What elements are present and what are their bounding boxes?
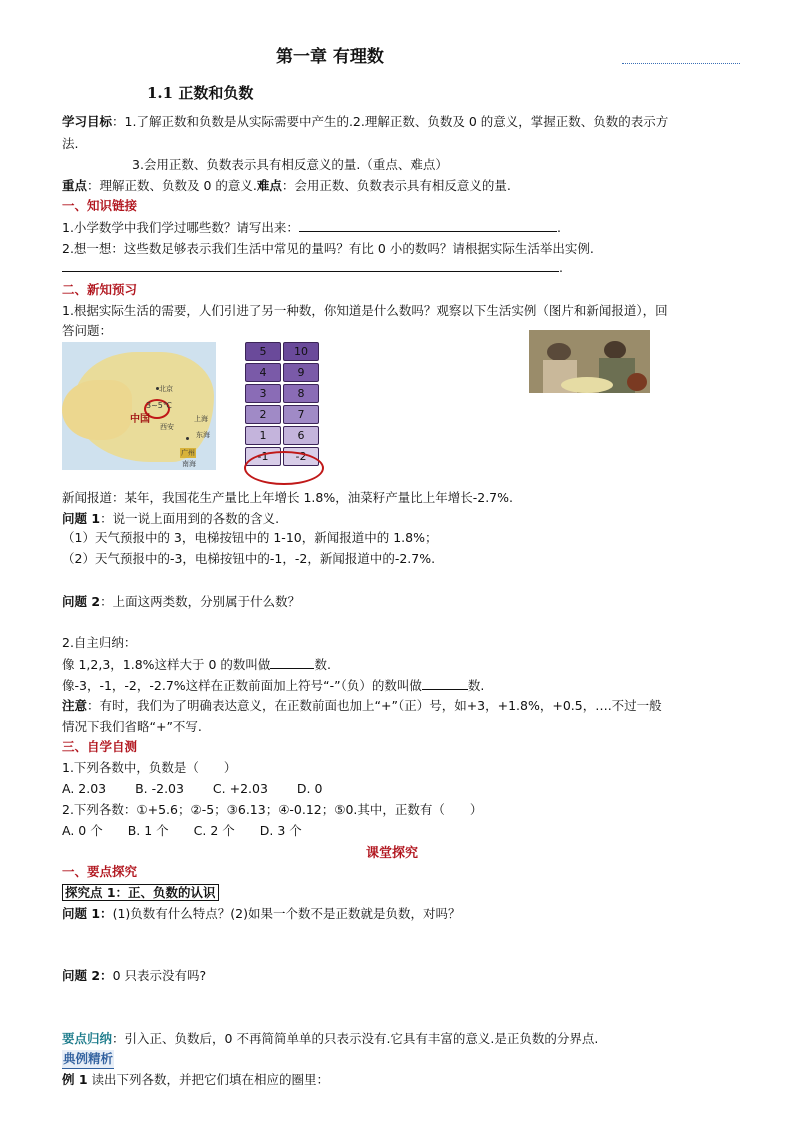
classroom-q1 xyxy=(62,905,460,923)
example-badge: 典例精析 xyxy=(62,1050,114,1069)
elevator-button: 1 xyxy=(245,426,281,445)
part3-q2: 2.下列各数：①+5.6；②-5；③6.13；④-0.12；⑤0.其中，正数有（ ） xyxy=(62,802,483,817)
elevator-button: 3 xyxy=(245,384,281,403)
elevator-button: 6 xyxy=(283,426,319,445)
explore-point1 xyxy=(62,884,219,902)
news-report: 新闻报道：某年，我国花生产量比上年增长 1.8%，油菜籽产量比上年增长-2.7%. xyxy=(62,490,513,505)
elevator-button: 7 xyxy=(283,405,319,424)
summary-line1-end: 数. xyxy=(314,657,331,672)
example1-label: 例 1 xyxy=(62,1072,88,1087)
map-temperature: 3~5℃ xyxy=(146,401,172,410)
summary-line2-end: 数. xyxy=(467,678,485,693)
goals-label: 学习目标 xyxy=(62,114,113,129)
classroom-q1-label: 问题 1： xyxy=(62,906,113,921)
header-divider xyxy=(622,63,740,64)
question1-item2: （2）天气预报中的-3，电梯按钮中的-1，-2，新闻报道中的-2.7%. xyxy=(62,551,436,566)
elevator-button: 10 xyxy=(283,342,319,361)
elevator-button: -2 xyxy=(283,447,319,466)
map-dot xyxy=(156,387,159,390)
weather-map-image xyxy=(62,342,216,470)
q1-text: 1.小学数学中我们学过哪些数？请写出来： xyxy=(62,220,299,235)
question1-text: ：说一说上面用到的各数的含义. xyxy=(100,511,280,526)
question1-item1: （1）天气预报中的 3，电梯按钮中的 1-10，新闻报道中的 1.8%； xyxy=(62,530,438,545)
china-west-landmass xyxy=(62,380,132,440)
map-dot xyxy=(186,437,189,440)
example-badge-line xyxy=(62,1050,114,1069)
example1-text: 读出下列各数，并把它们填在相应的圈里： xyxy=(91,1072,330,1087)
summary-heading: 2.自主归纳： xyxy=(62,635,137,650)
classroom-q2 xyxy=(62,967,206,985)
note-text1: ：有时，我们为了明确表达意义，在正数前面也加上“+”（正）号，如+3，+1.8%，+0.5，….不过一般 xyxy=(87,698,662,713)
key-label: 重点 xyxy=(62,178,88,193)
question2-text: ：上面这两类数，分别属于什么数？ xyxy=(100,594,301,609)
negative-floor-highlight-circle xyxy=(244,451,324,485)
map-label-china: 中国 xyxy=(130,414,150,425)
elevator-button: -1 xyxy=(245,447,281,466)
elevator-button: 2 xyxy=(245,405,281,424)
part3-q1-options: A. 2.03 B. -2.03 C. +2.03 D. 0 xyxy=(62,781,323,796)
question2-label: 问题 2 xyxy=(62,594,101,609)
map-sea-south: 南海 xyxy=(182,460,196,468)
market-photo-image xyxy=(529,330,650,393)
classroom-q2-text: 0 只表示没有吗? xyxy=(112,968,207,983)
elevator-button: 9 xyxy=(283,363,319,382)
classroom-heading: 课堂探究 xyxy=(366,846,419,861)
learning-goals-line2: 法. xyxy=(62,136,79,151)
part2-p1-line1: 1.根据实际生活的需要，人们引进了另一种数，你知道是什么数吗？观察以下生活实例（图片和新闻报道），回 xyxy=(62,303,668,318)
map-city-beijing: 北京 xyxy=(159,385,173,393)
classroom-sub-heading: 一、要点探究 xyxy=(62,864,138,879)
map-city-guangzhou: 广州 xyxy=(181,449,195,457)
part1-q2-blank-line xyxy=(62,258,563,277)
explore-point1-box: 探究点 1：正、负数的认识 xyxy=(62,884,219,901)
elevator-button: 5 xyxy=(245,342,281,361)
part2-p1-line2: 答问题： xyxy=(62,323,113,338)
classroom-q2-label: 问题 2： xyxy=(62,968,113,983)
note-line1 xyxy=(62,697,662,715)
question2 xyxy=(62,593,300,611)
chapter-title: 第一章 有理数 xyxy=(276,47,384,67)
market-photo-drawing xyxy=(529,330,650,393)
note-label: 注意 xyxy=(62,698,88,713)
summary-line1 xyxy=(62,655,331,674)
part1-q1 xyxy=(62,218,561,237)
key-summary-text: ：引入正、负数后，0 不再简简单单的只表示没有.它具有丰富的意义.是正负数的分界点. xyxy=(112,1031,599,1046)
question1 xyxy=(62,510,279,528)
example1 xyxy=(62,1071,329,1089)
q2-answer-blank[interactable] xyxy=(62,258,559,272)
part3-q2-options: A. 0 个 B. 1 个 C. 2 个 D. 3 个 xyxy=(62,823,302,838)
learning-goals-line3: 3.会用正数、负数表示具有相反意义的量.（重点、难点） xyxy=(132,157,448,172)
map-city-shanghai: 上海 xyxy=(194,415,208,423)
learning-goals-line1 xyxy=(62,113,668,131)
part1-heading: 一、知识链接 xyxy=(62,198,138,213)
part2-heading: 二、新知预习 xyxy=(62,282,138,297)
summary-line2 xyxy=(62,676,484,695)
question1-label: 问题 1 xyxy=(62,511,101,526)
map-city-xian: 西安 xyxy=(160,423,174,431)
section-title: 1.1 正数和负数 xyxy=(147,84,254,102)
map-sea-east: 东海 xyxy=(196,431,210,439)
key-points xyxy=(62,177,511,195)
part1-q2: 2.想一想：这些数足够表示我们生活中常见的量吗？有比 0 小的数吗？请根据实际生活举出实例. xyxy=(62,241,594,256)
difficulty-text: ：会用正数、负数表示具有相反意义的量. xyxy=(281,178,511,193)
difficulty-label: 难点 xyxy=(256,178,282,193)
note-line2: 情况下我们省略“+”不写. xyxy=(62,719,202,734)
elevator-button: 8 xyxy=(283,384,319,403)
goals-text1: ：1.了解正数和负数是从实际需要中产生的.2.理解正数、负数及 0 的意义，掌握正数、负数的表示方 xyxy=(112,114,669,129)
classroom-q1-text: (1)负数有什么特点？(2)如果一个数不是正数就是负数，对吗？ xyxy=(112,906,461,921)
part3-heading: 三、自学自测 xyxy=(62,739,138,754)
key-summary xyxy=(62,1030,598,1048)
elevator-button: 4 xyxy=(245,363,281,382)
part3-q1: 1.下列各数中，负数是（ ） xyxy=(62,760,237,775)
q1-answer-blank[interactable] xyxy=(299,218,557,232)
summary-line1-text: 像 1,2,3，1.8%这样大于 0 的数叫做 xyxy=(62,657,271,672)
key-summary-label: 要点归纳 xyxy=(62,1031,113,1046)
negative-blank[interactable] xyxy=(422,676,468,690)
q1-end: . xyxy=(556,220,561,235)
key-text: ：理解正数、负数及 0 的意义. xyxy=(87,178,257,193)
positive-blank[interactable] xyxy=(270,655,314,669)
summary-line2-text: 像-3，-1，-2，-2.7%这样在正数前面加上符号“-”（负）的数叫做 xyxy=(62,678,422,693)
q2-end: . xyxy=(559,260,563,275)
